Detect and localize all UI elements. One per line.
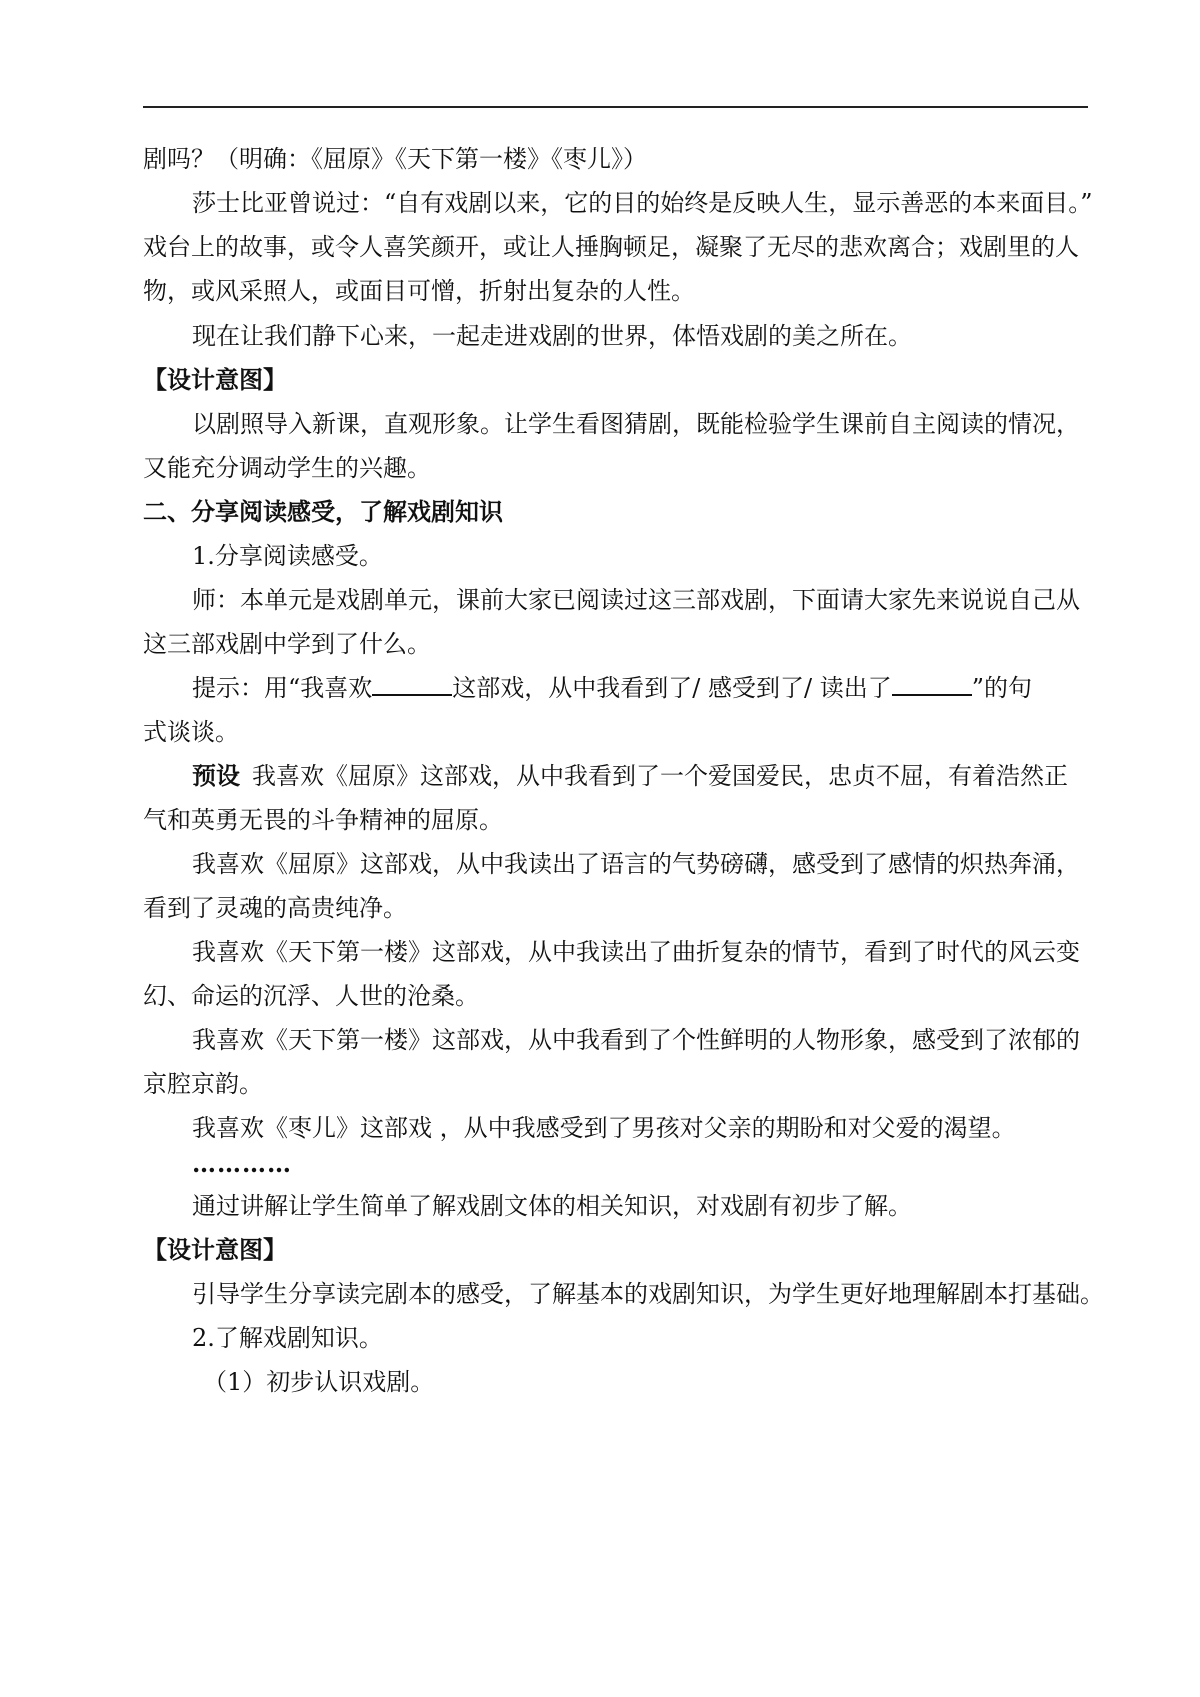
paragraph-line: 戏台上的故事，或令人喜笑颜开，或让人捶胸顿足，凝聚了无尽的悲欢离合；戏剧里的人 xyxy=(143,233,1079,261)
preset-text: 我喜欢《屈原》这部戏，从中我看到了一个爱国爱民，忠贞不屈，有着浩然正 xyxy=(252,762,1068,790)
prompt-text: 提示：用“我喜欢 xyxy=(192,674,373,702)
header-rule xyxy=(143,106,1088,108)
paragraph-line: 物，或风采照人，或面目可憎，折射出复杂的人性。 xyxy=(143,277,695,305)
paragraph-line: 看到了灵魂的高贵纯净。 xyxy=(143,894,407,922)
paragraph-line: 这三部戏剧中学到了什么。 xyxy=(143,630,431,658)
paragraph-line: 我喜欢《屈原》这部戏，从中我读出了语言的气势磅礴，感受到了感情的炽热奔涌， xyxy=(192,850,1080,878)
paragraph-line: 师：本单元是戏剧单元，课前大家已阅读过这三部戏剧，下面请大家先来说说自己从 xyxy=(192,586,1080,614)
paragraph-line xyxy=(192,672,1142,704)
prompt-text: 这部戏，从中我看到了/ 感受到了/ 读出了 xyxy=(452,674,892,702)
fill-blank xyxy=(372,672,452,696)
preset-label: 预设 xyxy=(192,762,240,790)
section-heading: 【设计意图】 xyxy=(143,366,287,394)
paragraph-line: 通过讲解让学生简单了解戏剧文体的相关知识，对戏剧有初步了解。 xyxy=(192,1192,912,1220)
paragraph-line: 引导学生分享读完剧本的感受，了解基本的戏剧知识，为学生更好地理解剧本打基础。 xyxy=(192,1280,1104,1308)
paragraph-line: 以剧照导入新课，直观形象。让学生看图猜剧，既能检验学生课前自主阅读的情况， xyxy=(192,410,1080,438)
paragraph-line: 莎士比亚曾说过：“自有戏剧以来，它的目的始终是反映人生，显示善恶的本来面目。” xyxy=(192,189,1093,217)
paragraph-line: 我喜欢《枣儿》这部戏 ，从中我感受到了男孩对父亲的期盼和对父爱的渴望。 xyxy=(192,1114,1016,1142)
paragraph-line: 现在让我们静下心来，一起走进戏剧的世界，体悟戏剧的美之所在。 xyxy=(192,322,912,350)
fill-blank xyxy=(892,672,972,696)
ellipsis: ………… xyxy=(192,1149,292,1178)
paragraph-line xyxy=(192,760,1142,792)
paragraph-line: 我喜欢《天下第一楼》这部戏，从中我看到了个性鲜明的人物形象，感受到了浓郁的 xyxy=(192,1026,1080,1054)
prompt-text: ”的句 xyxy=(971,674,1032,702)
paragraph-line: 式谈谈。 xyxy=(143,718,239,746)
section-heading: 二、分享阅读感受，了解戏剧知识 xyxy=(143,498,503,526)
paragraph-line: （1）初步认识戏剧。 xyxy=(203,1368,435,1396)
paragraph-line: 1.分享阅读感受。 xyxy=(192,542,383,570)
paragraph-line: 京腔京韵。 xyxy=(143,1070,263,1098)
paragraph-line: 我喜欢《天下第一楼》这部戏，从中我读出了曲折复杂的情节，看到了时代的风云变 xyxy=(192,938,1080,966)
paragraph-line: 幻、命运的沉浮、人世的沧桑。 xyxy=(143,982,479,1010)
paragraph-line: 气和英勇无畏的斗争精神的屈原。 xyxy=(143,806,503,834)
section-heading: 【设计意图】 xyxy=(143,1236,287,1264)
paragraph-line: 2.了解戏剧知识。 xyxy=(192,1324,383,1352)
paragraph-line: 又能充分调动学生的兴趣。 xyxy=(143,454,431,482)
paragraph-line: 剧吗？（明确：《屈原》《天下第一楼》《枣儿》） xyxy=(143,145,647,173)
